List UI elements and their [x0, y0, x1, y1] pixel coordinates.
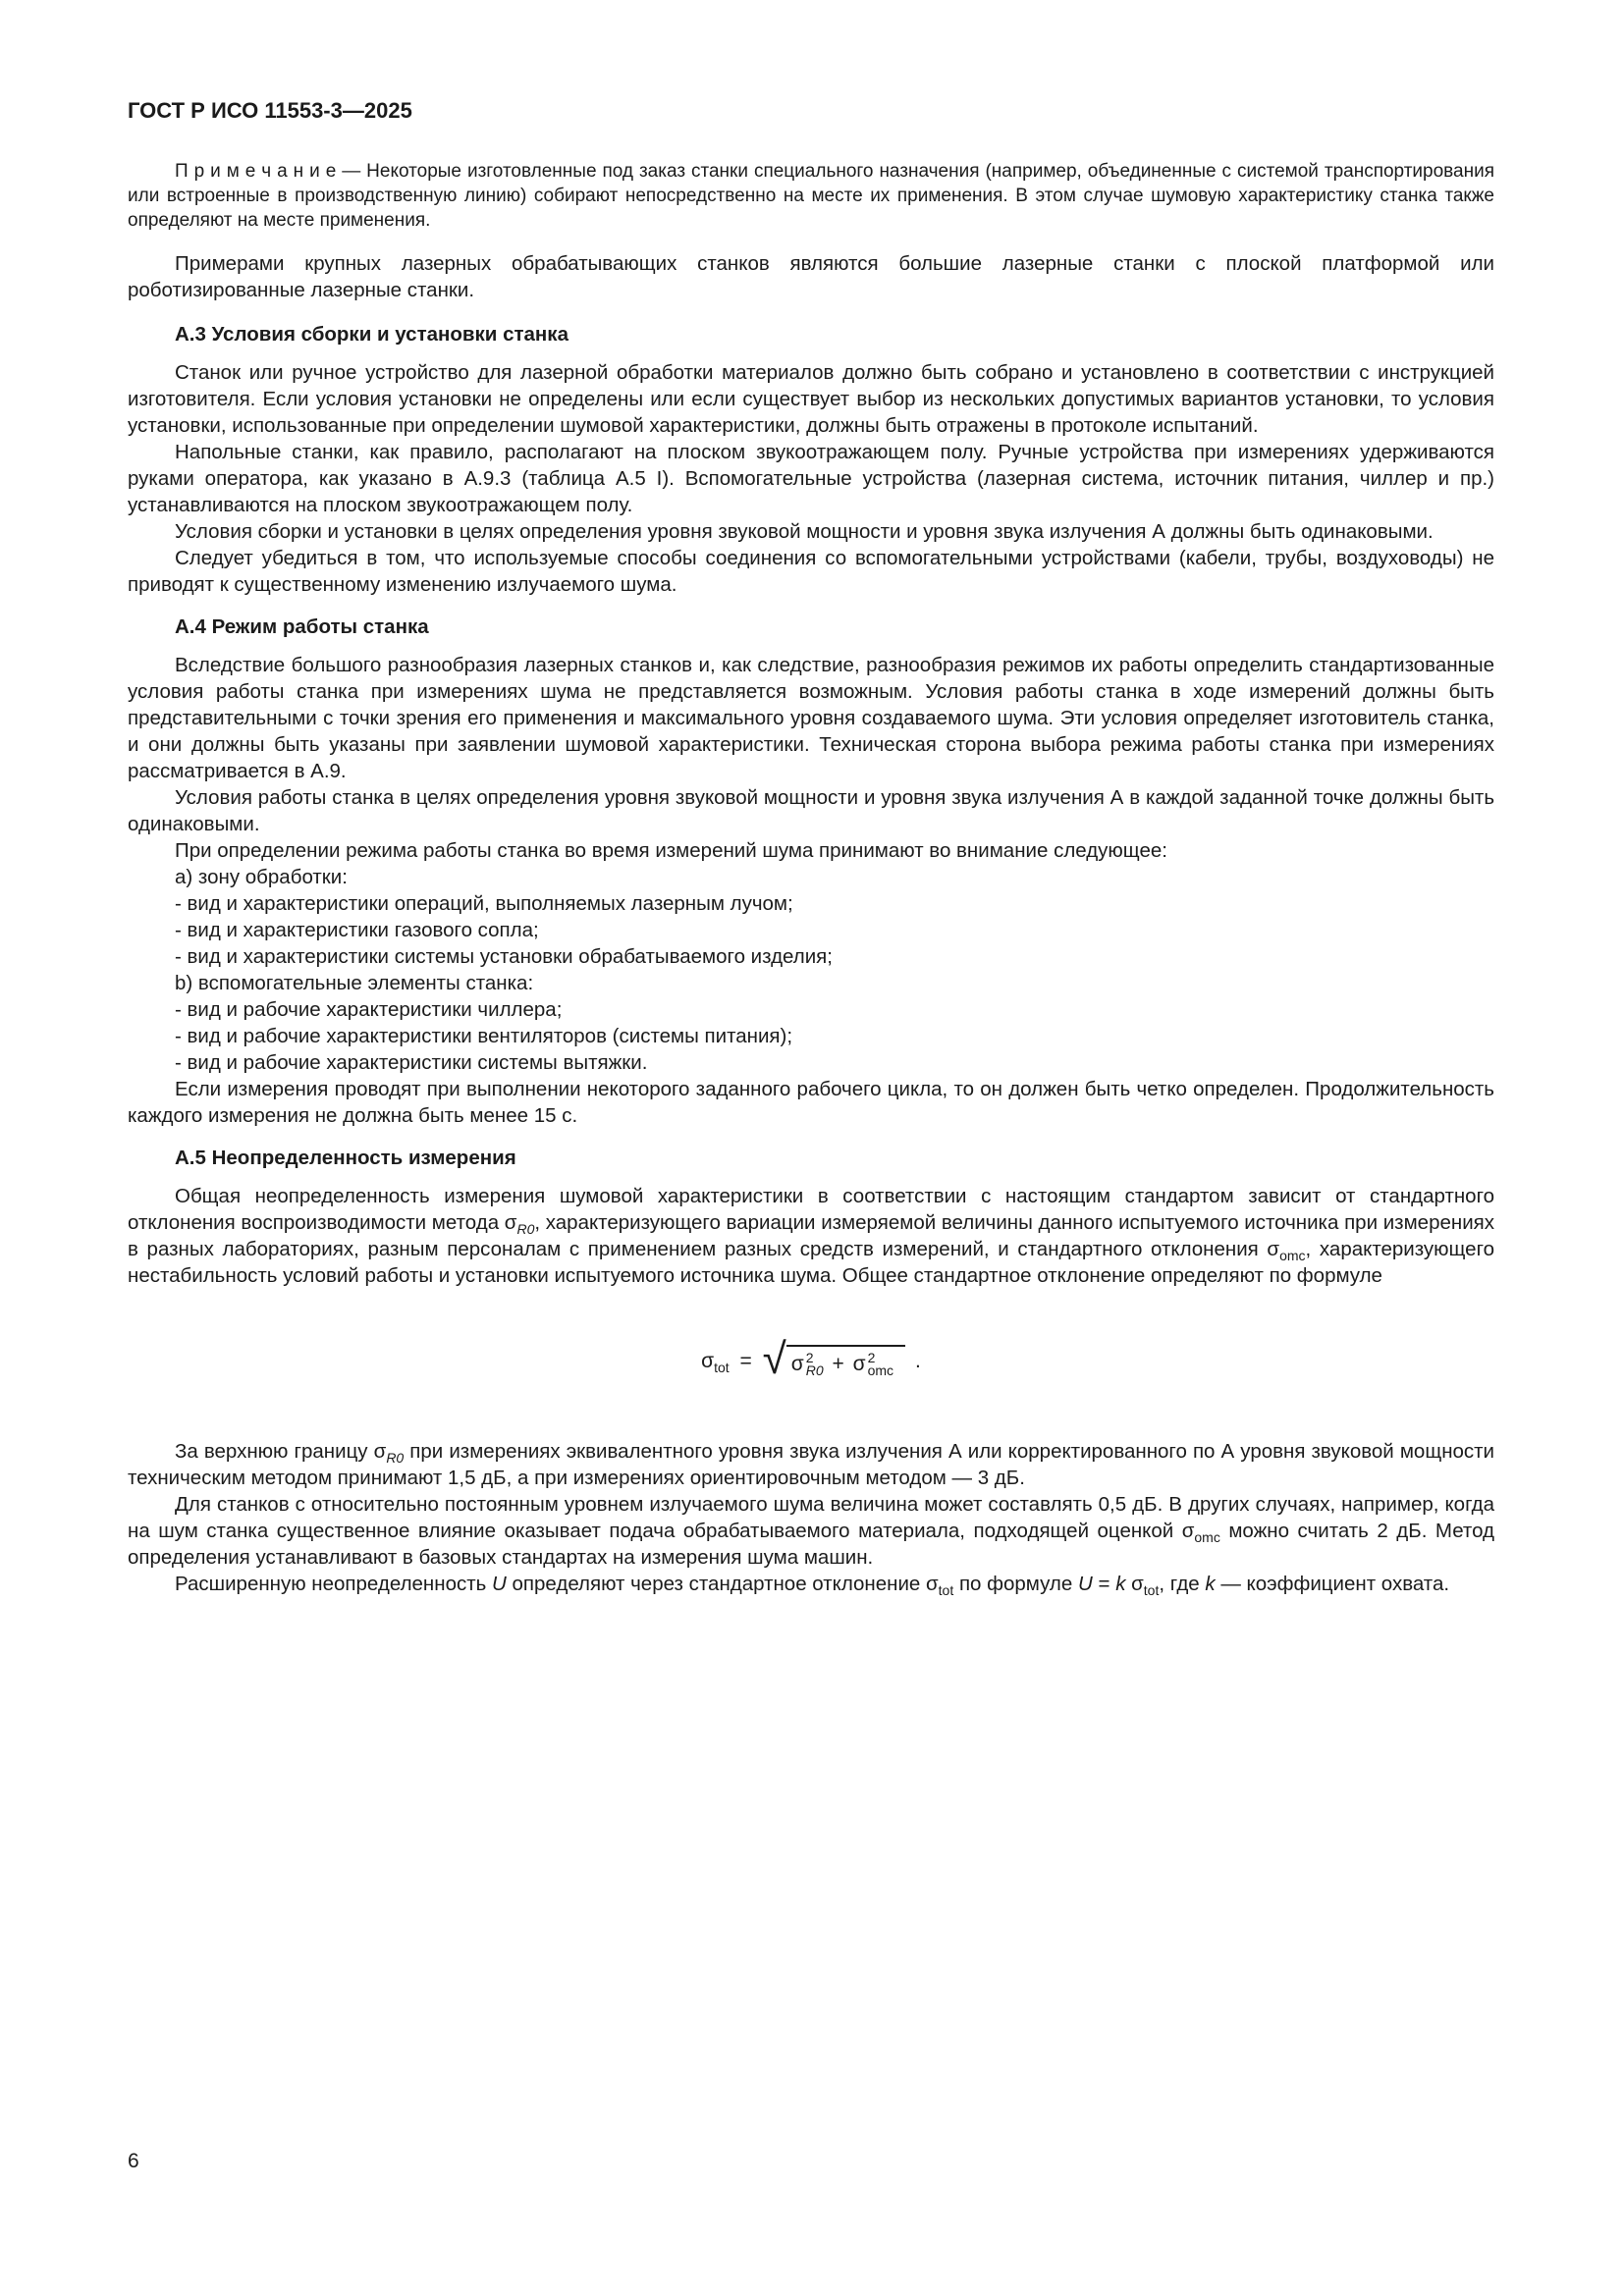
formula-period: . — [915, 1350, 921, 1373]
term-r0 — [791, 1351, 824, 1377]
text-run: — коэффициент охвата. — [1215, 1572, 1450, 1595]
text-run: Для станков с относительно постоянным уровнем излучаемого шума величина может составлять 0,5 дБ. В других случаях, например, когда на шум станка существенное влияние оказывает подача обрабатываемого материала, подходящей оценкой σ — [128, 1492, 1494, 1542]
heading-a4: А.4 Режим работы станка — [175, 615, 429, 638]
text-run: , где — [1159, 1572, 1206, 1595]
formula-lhs — [701, 1348, 730, 1374]
note-paragraph: П р и м е ч а н и е — Некоторые изготовленные под заказ станки специального назначения (например, объединенные с системой транспортирования или встроенные в производственную линию) собирают непосредственно на месте их применения. В этом случае шумовую характеристику станка также определяют на месте применения. — [128, 161, 1494, 231]
sqrt-content — [786, 1345, 905, 1377]
heading-a3: А.3 Условия сборки и установки станка — [175, 323, 568, 346]
superscript-2: 2 — [805, 1349, 814, 1365]
doc-number: ГОСТ Р ИСО 11553-3—2025 — [128, 98, 412, 123]
paragraph: Условия сборки и установки в целях определения уровня звуковой мощности и уровня звука излучения А должны быть одинаковыми. — [175, 520, 1434, 543]
variable-u: U — [492, 1572, 507, 1595]
equals-sign: = — [733, 1350, 758, 1373]
heading-a5: А.5 Неопределенность измерения — [175, 1147, 516, 1169]
paragraph: Станок или ручное устройство для лазерной обработки материалов должно быть собрано и установлено в соответствии с инструкцией изготовителя. Если условия установки не определены или если существует выбор из нескольких допустимых вариантов установки, то условия установки, использованные при определении шумовой характеристики, должны быть отражены в протоколе испытаний. — [128, 361, 1494, 437]
list-item: - вид и рабочие характеристики системы вытяжки. — [175, 1051, 648, 1074]
paragraph-examples: Примерами крупных лазерных обрабатывающих станков являются большие лазерные станки с плоской платформой или роботизированные лазерные станки. — [128, 252, 1494, 301]
paragraph: При определении режима работы станка во время измерений шума принимают во внимание следующее: — [175, 839, 1167, 862]
subscript-r0: R0 — [805, 1362, 824, 1378]
paragraph-uncertainty — [128, 1183, 1494, 1289]
paragraph: Условия работы станка в целях определения уровня звуковой мощности и уровня звука излучения А в каждой заданной точке должны быть одинаковыми. — [128, 786, 1494, 835]
list-item-b: b) вспомогательные элементы станка: — [175, 972, 534, 994]
variable-k: k — [1205, 1572, 1216, 1595]
list-item: - вид и рабочие характеристики вентиляторов (системы питания); — [175, 1025, 793, 1047]
sigma-subscript-omc: omc — [1279, 1248, 1306, 1264]
text-run: определяют через стандартное отклонение σ — [506, 1572, 939, 1595]
sigma-subscript-tot: tot — [1143, 1581, 1160, 1598]
paragraph: Вследствие большого разнообразия лазерных станков и, как следствие, разнообразия режимов их работы определить стандартизованные условия работы станка при измерениях шума не представляется возможным. Условия работы станка в ходе измерений должны быть представительными с точки зрения его применения и максимального уровня создаваемого шума. Эти условия определяет изготовитель станка, и они должны быть указаны при заявлении шумовой характеристики. Техническая сторона выбора режима работы станка при измерениях рассматривается в А.9. — [128, 654, 1494, 782]
paragraph: Следует убедиться в том, что используемые способы соединения со вспомогательными устройствами (кабели, трубы, воздуховоды) не приводят к существенному изменению излучаемого шума. — [128, 547, 1494, 596]
text-run: по формуле — [953, 1572, 1078, 1595]
paragraph: Если измерения проводят при выполнении некоторого заданного рабочего цикла, то он должен быть четко определен. Продолжительность каждого измерения не должна быть менее 15 с. — [128, 1078, 1494, 1127]
text-run: при измерениях эквивалентного уровня звука излучения А или корректированного по А уровня звуковой мощности техническим методом принимают 1,5 дБ, а при измерениях ориентировочным методом — 3 дБ. — [128, 1439, 1495, 1489]
plus-sign: + — [826, 1353, 850, 1376]
sigma-symbol: σ — [701, 1350, 715, 1373]
paragraph: Напольные станки, как правило, располагают на плоском звукоотражающем полу. Ручные устройства при измерениях удерживаются руками оператора, как указано в А.9.3 (таблица А.5 I). Вспомогательные устройства (лазерная система, источник питания, чиллер и пр.) устанавливаются на плоском звукоотражающем полу. — [128, 441, 1494, 516]
sigma-symbol: σ — [852, 1353, 866, 1376]
formula-block — [128, 1335, 1494, 1383]
list-item: - вид и характеристики операций, выполняемых лазерным лучом; — [175, 892, 793, 915]
text-run: За верхнюю границу σ — [175, 1439, 387, 1463]
sigma-symbol: σ — [790, 1353, 804, 1376]
paragraph-sigma-r0-limit — [128, 1438, 1494, 1491]
list-item: - вид и рабочие характеристики чиллера; — [175, 998, 563, 1021]
document-header — [128, 98, 1494, 124]
sigma-subscript-r0: R0 — [386, 1449, 405, 1466]
variable-u: U — [1078, 1572, 1093, 1595]
superscript-2: 2 — [867, 1349, 876, 1365]
subscript-tot: tot — [714, 1360, 730, 1376]
list-item-a: a) зону обработки: — [175, 866, 348, 888]
text-run: можно считать 2 дБ. Метод определения устанавливают в базовых стандартах на измерения шума машин. — [128, 1519, 1494, 1569]
text-run: Общая неопределенность измерения шумовой характеристики в соответствии с настоящим стандартом зависит от стандартного отклонения воспроизводимости метода σ — [128, 1185, 1494, 1234]
text-run: , характеризующего нестабильность условий работы и установки испытуемого источника шума. Общее стандартное отклонение определяют по формуле — [128, 1238, 1494, 1287]
sigma-subscript-r0: R0 — [516, 1221, 535, 1238]
sup-sub-stack — [805, 1349, 824, 1378]
sqrt-icon: √ — [762, 1335, 786, 1383]
formula — [701, 1335, 921, 1383]
paragraph-sigma-omc-estimate — [128, 1491, 1494, 1571]
list-item: - вид и характеристики газового сопла; — [175, 919, 539, 941]
variable-k: k — [1115, 1572, 1126, 1595]
subscript-omc: omc — [867, 1362, 894, 1378]
page-number: 6 — [128, 2150, 139, 2172]
text-run: = — [1092, 1572, 1116, 1595]
list-item: - вид и характеристики системы установки обрабатываемого изделия; — [175, 945, 833, 968]
document-body — [128, 159, 1494, 1597]
text-run: , характеризующего вариации измеряемой величины данного испытуемого источника при измерениях в разных лабораториях, разным персоналам с применением разных средств измерений, и стандартного отклонения σ — [128, 1211, 1494, 1260]
sigma-subscript-omc: omc — [1194, 1528, 1220, 1545]
sigma-subscript-tot: tot — [938, 1581, 954, 1598]
text-run: Расширенную неопределенность — [175, 1572, 492, 1595]
term-omc — [853, 1351, 893, 1377]
sup-sub-stack — [867, 1349, 894, 1378]
paragraph-expanded-uncertainty — [128, 1571, 1494, 1597]
text-run: σ — [1125, 1572, 1144, 1595]
